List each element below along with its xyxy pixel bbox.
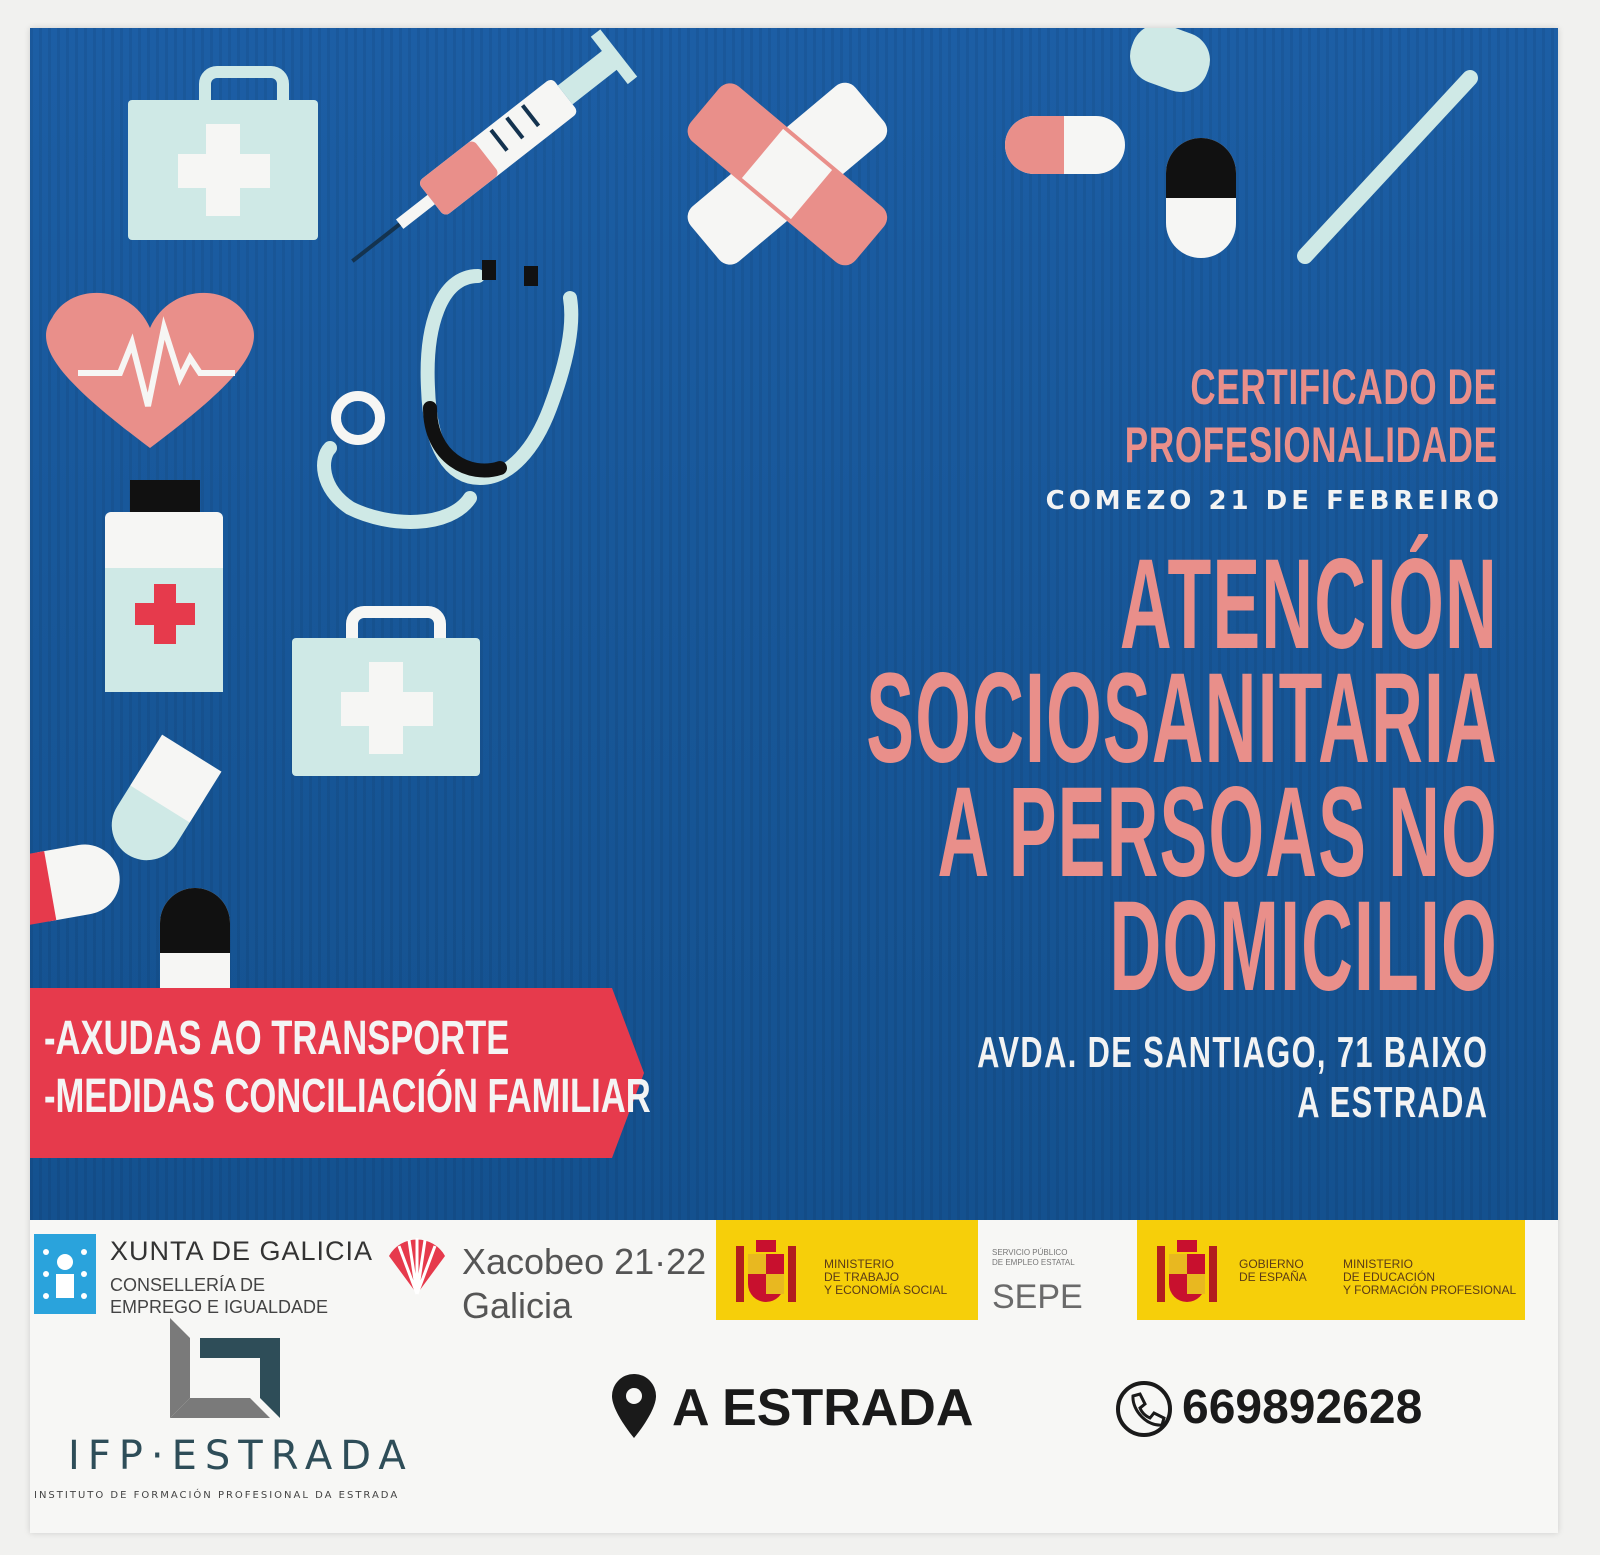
capsule-icon [1005, 28, 1236, 258]
sepe-subtitle-line-2: DE EMPLEO ESTATAL [992, 1258, 1075, 1267]
certificate-line-1: CERTIFICADO DE [1190, 359, 1498, 415]
benefit-transport: -AXUDAS AO TRANSPORTE [44, 1012, 510, 1065]
xunta-subtitle-line-2: EMPREGO E IGUALDADE [110, 1297, 329, 1317]
phone-icon [1115, 1380, 1173, 1438]
address-line-1: AVDA. DE SANTIAGO, 71 BAIXO [976, 1028, 1488, 1077]
sepe-name: SEPE [992, 1278, 1083, 1316]
medicine-bottle-icon [105, 480, 223, 692]
thermometer-icon [1305, 78, 1470, 256]
phone-number: 669892628 [1182, 1381, 1423, 1434]
ministerio-educacion-text [1343, 1258, 1516, 1297]
poster-hero [30, 28, 1558, 1220]
benefits-banner [30, 988, 650, 1158]
address [977, 1028, 1488, 1128]
certificate-line-2: PROFESIONALIDADE [1125, 417, 1498, 473]
title-line-3: A PERSOAS NO [937, 761, 1498, 904]
ministerio-trabajo-line-1: MINISTERIO [824, 1257, 895, 1271]
gobierno-line-1: GOBIERNO [1239, 1257, 1304, 1271]
title-line-4: DOMICILIO [1109, 875, 1498, 1018]
xacobeo-line-1: Xacobeo 21·22 [462, 1241, 707, 1282]
poster [30, 28, 1558, 1533]
first-aid-kit-icon-2 [292, 612, 480, 776]
coat-of-arms-icon-2 [1151, 1236, 1223, 1308]
location-text: A ESTRADA [672, 1379, 974, 1437]
scallop-shell-icon [385, 1234, 449, 1298]
ifp-logo-icon [170, 1318, 280, 1428]
stethoscope-icon [324, 260, 571, 522]
syringe-icon [334, 29, 637, 284]
bandage-icon [682, 77, 893, 271]
certificate-heading [1125, 358, 1498, 474]
ministerio-trabajo-text [824, 1258, 947, 1297]
sponsor-logos [30, 1220, 1558, 1326]
gobierno-line-2: DE ESPAÑA [1239, 1270, 1307, 1284]
title-line-1: ATENCIÓN [1120, 533, 1498, 676]
benefit-conciliation: -MEDIDAS CONCILIACIÓN FAMILIAR [44, 1070, 651, 1123]
xunta-subtitle [110, 1274, 410, 1318]
address-line-2: A ESTRADA [1296, 1078, 1488, 1127]
ifp-full-name: INSTITUTO DE FORMACIÓN PROFESIONAL DA ESTRADA [34, 1490, 400, 1501]
gobierno-logo [1137, 1220, 1525, 1320]
heart-icon [46, 293, 254, 448]
ministerio-trabajo-line-3: Y ECONOMÍA SOCIAL [824, 1283, 948, 1297]
xacobeo-text [462, 1240, 706, 1328]
xunta-flag-icon [34, 1234, 96, 1314]
sepe-subtitle-line-1: SERVICIO PÚBLICO [992, 1248, 1068, 1257]
xunta-subtitle-line-1: CONSELLERÍA DE [110, 1275, 266, 1295]
xacobeo-line-2: Galicia [462, 1285, 573, 1326]
coat-of-arms-icon [730, 1236, 802, 1308]
pills-icon [30, 735, 230, 1028]
ministerio-educacion-line-3: Y FORMACIÓN PROFESIONAL [1343, 1283, 1517, 1297]
first-aid-kit-icon [128, 72, 318, 240]
sepe-subtitle [992, 1248, 1092, 1268]
gobierno-text [1239, 1258, 1307, 1284]
ministerio-trabajo-logo [716, 1220, 978, 1320]
ministerio-educacion-line-2: DE EDUCACIÓN [1343, 1270, 1436, 1284]
ministerio-trabajo-line-2: DE TRABAJO [824, 1270, 900, 1284]
ministerio-educacion-line-1: MINISTERIO [1343, 1257, 1414, 1271]
xunta-title: XUNTA DE GALICIA [110, 1236, 374, 1266]
course-title [866, 533, 1498, 1018]
start-date: COMEZO 21 DE FEBREIRO [1045, 486, 1503, 516]
ifp-name: IFP·ESTRADA [68, 1433, 414, 1479]
title-line-2: SOCIOSANITARIA [866, 647, 1498, 790]
location-pin-icon [612, 1374, 656, 1438]
